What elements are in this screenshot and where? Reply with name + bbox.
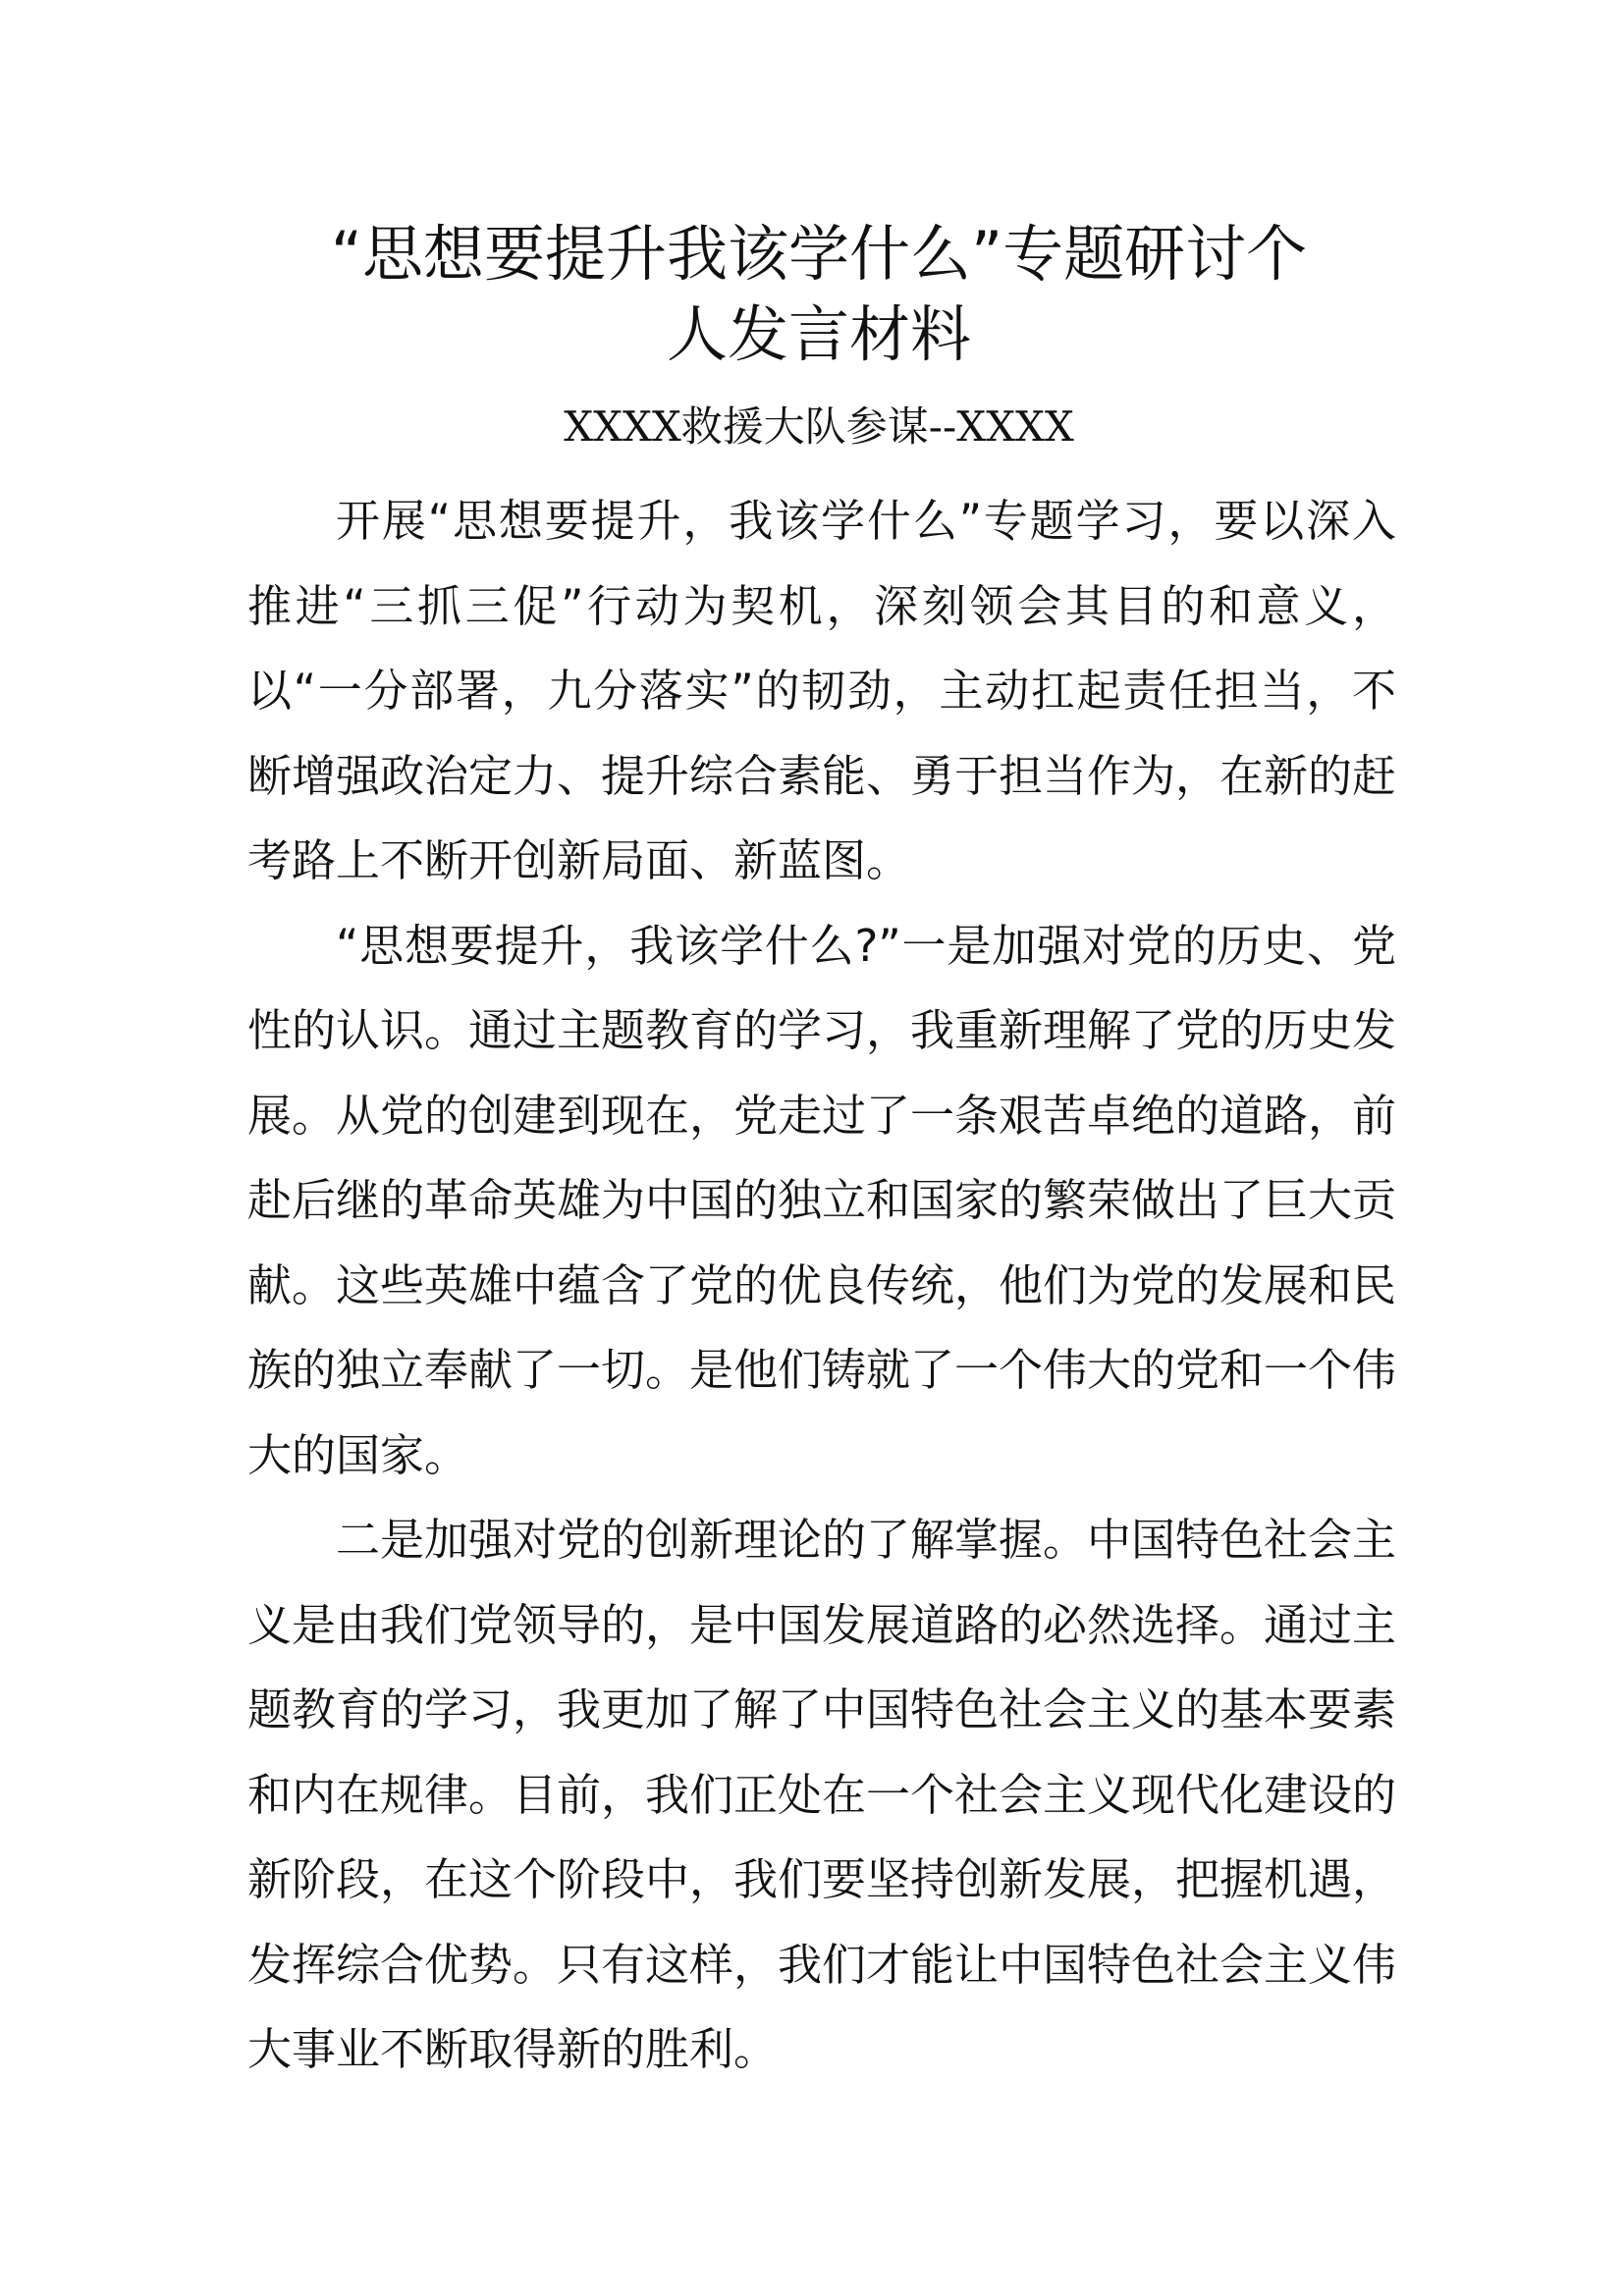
paragraph-2: “思想要提升，我该学什么?”一是加强对党的历史、党性的认识。通过主题教育的学习，我重新理解了党的历史发展。从党的创建到现在，党走过了一条艰苦卓绝的道路，前赴后继的革命英雄为中国的独立和国家的繁荣做出了巨大贡献。这些英雄中蕴含了党的优良传统，他们为党的发展和民族的独立奉献了一切。是他们铸就了一个伟大的党和一个伟大的国家。	[247, 919, 1397, 1481]
author-line: XXXX救援大队参谋--XXXX	[564, 402, 1074, 451]
title-line-1: “思想要提升我该学什么”专题研讨个	[330, 218, 1308, 290]
paragraph-1: 开展“思想要提升，我该学什么”专题学习，要以深入推进“三抓三促”行动为契机，深刻领会其目的和意义，以“一分部署，九分落实”的韧劲，主动扛起责任担当，不断增强政治定力、提升综合素能、勇于担当作为，在新的赶考路上不断开创新局面、新蓝图。	[247, 495, 1397, 886]
title-line-2: 人发言材料	[666, 298, 971, 370]
document-title	[247, 214, 1390, 375]
document-body	[247, 479, 1396, 2093]
paragraph-3: 二是加强对党的创新理论的了解掌握。中国特色社会主义是由我们党领导的，是中国发展道路的必然选择。通过主题教育的学习，我更加了解了中国特色社会主义的基本要素和内在规律。目前，我们正处在一个社会主义现代化建设的新阶段，在这个阶段中，我们要坚持创新发展，把握机遇，发挥综合优势。只有这样，我们才能让中国特色社会主义伟大事业不断取得新的胜利。	[247, 1514, 1397, 2075]
